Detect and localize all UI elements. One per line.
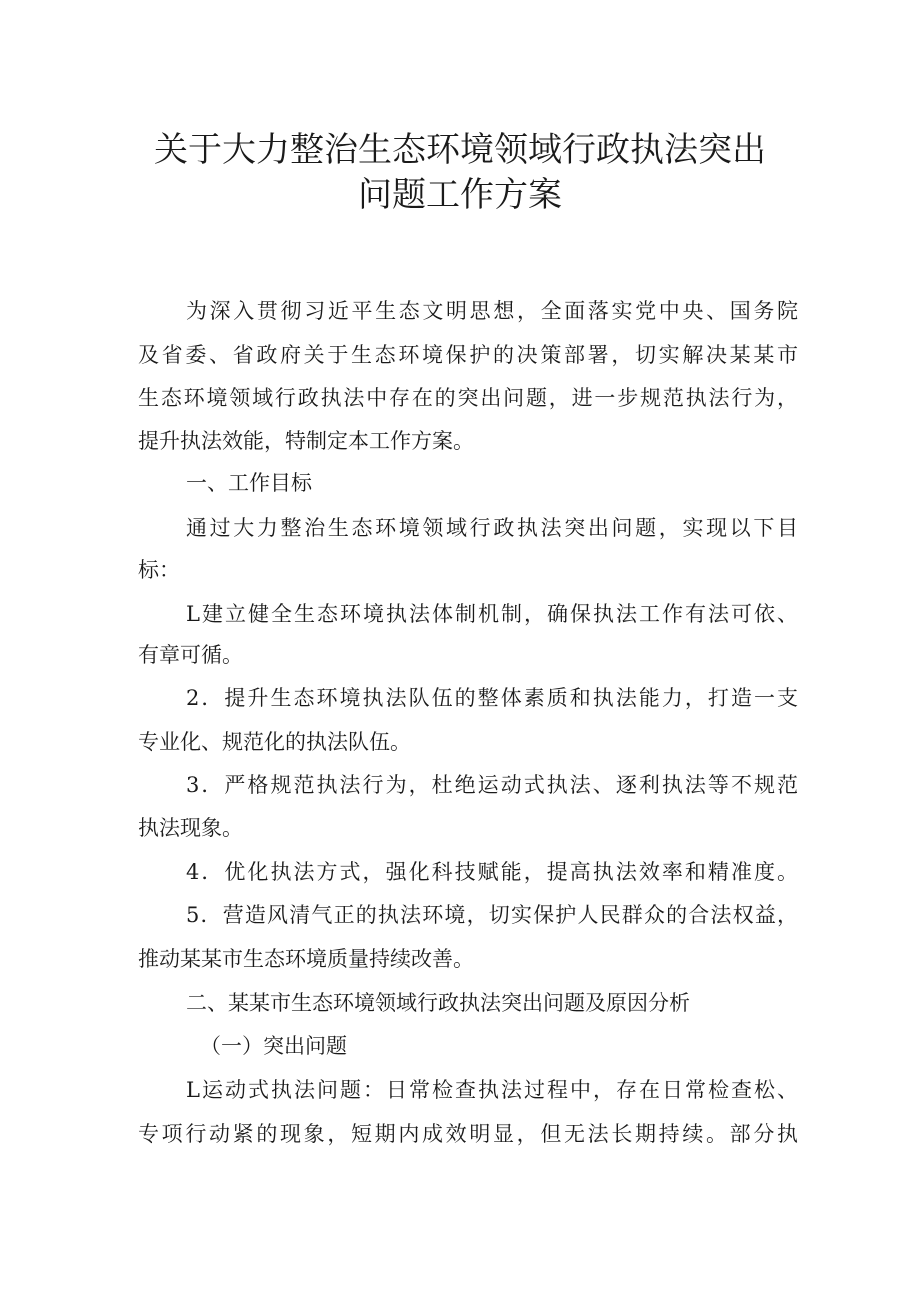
list-item-line: 专业化、规范化的执法队伍。 [138, 730, 411, 754]
list-item-line: 执法现象。 [138, 816, 243, 840]
paragraph-line: 及省委、省政府关于生态环境保护的决策部署，切实解决某某市 [138, 343, 798, 367]
paragraph-line: 生态环境领域行政执法中存在的突出问题，进一步规范执法行为， [138, 386, 798, 410]
list-item-line: L建立健全生态环境执法体制机制，确保执法工作有法可依、 [186, 602, 798, 626]
paragraph-line: L运动式执法问题：日常检查执法过程中，存在日常检查松、 [186, 1078, 798, 1102]
list-item-line: 4．优化执法方式，强化科技赋能，提高执法效率和精准度。 [186, 860, 798, 884]
paragraph-line: 标： [138, 558, 180, 582]
list-item-line: 2．提升生态环境执法队伍的整体素质和执法能力，打造一支 [186, 686, 798, 710]
list-item-line: 有章可循。 [138, 643, 243, 667]
list-item-line: 推动某某市生态环境质量持续改善。 [138, 947, 474, 971]
document-title-line-1: 关于大力整治生态环境领域行政执法突出 [154, 130, 766, 170]
paragraph-line: 通过大力整治生态环境领域行政执法突出问题，实现以下目 [186, 516, 798, 540]
subsection-heading: （一）突出问题 [200, 1034, 347, 1058]
section-heading: 二、某某市生态环境领域行政执法突出问题及原因分析 [186, 991, 690, 1015]
document-title-line-2: 问题工作方案 [358, 175, 562, 215]
paragraph-line: 为深入贯彻习近平生态文明思想，全面落实党中央、国务院 [186, 299, 798, 323]
list-item-line: 5．营造风清气正的执法环境，切实保护人民群众的合法权益， [186, 903, 798, 927]
list-item-line: 3．严格规范执法行为，杜绝运动式执法、逐利执法等不规范 [186, 773, 798, 797]
section-heading: 一、工作目标 [186, 471, 312, 495]
paragraph-line: 专项行动紧的现象，短期内成效明显，但无法长期持续。部分执 [138, 1122, 798, 1146]
paragraph-line: 提升执法效能，特制定本工作方案。 [138, 429, 474, 453]
